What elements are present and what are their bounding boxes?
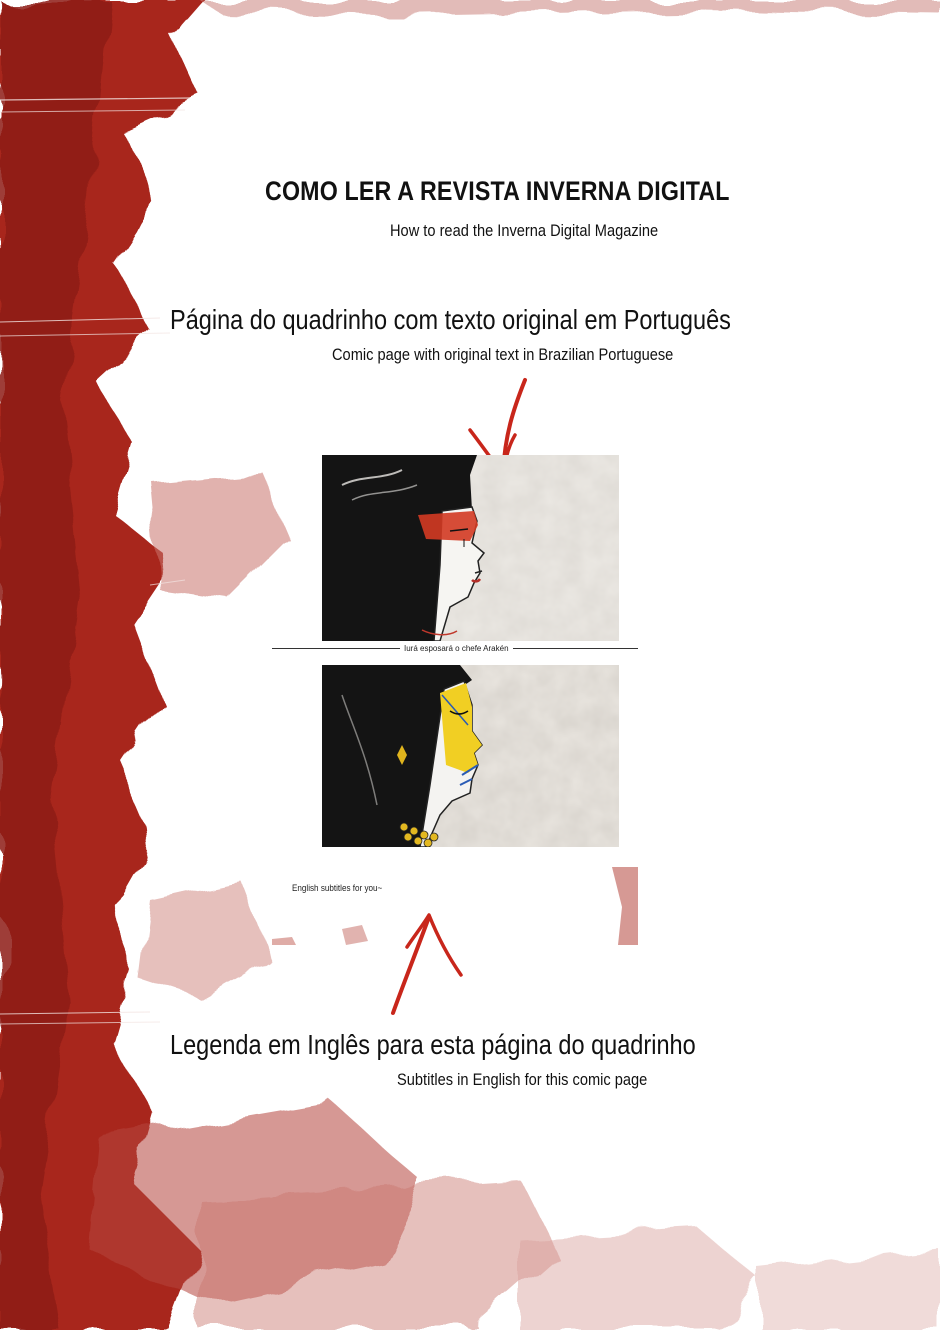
comic-panel-2 <box>322 665 619 847</box>
comic-panel-2-illustration <box>322 665 619 847</box>
page-subtitle: How to read the Inverna Digital Magazine <box>390 221 659 240</box>
page-title: COMO LER A REVISTA INVERNA DIGITAL <box>265 176 730 206</box>
original-text-note-english: Comic page with original text in Brazilian Portuguese <box>332 345 674 364</box>
panel-caption: Iurá esposará o chefe Arakén <box>400 644 513 653</box>
english-subtitle-sample: English subtitles for you~ <box>292 883 383 893</box>
subtitle-note-english: Subtitles in English for this comic page <box>397 1070 648 1089</box>
original-text-note: Página do quadrinho com texto original em Português <box>170 304 731 335</box>
subtitle-note: Legenda em Inglês para esta página do quadrinho <box>170 1029 696 1060</box>
arrow-up-icon <box>385 905 475 1020</box>
comic-panel-1 <box>322 455 619 641</box>
comic-page <box>272 455 638 945</box>
comic-panel-1-illustration <box>322 455 619 641</box>
